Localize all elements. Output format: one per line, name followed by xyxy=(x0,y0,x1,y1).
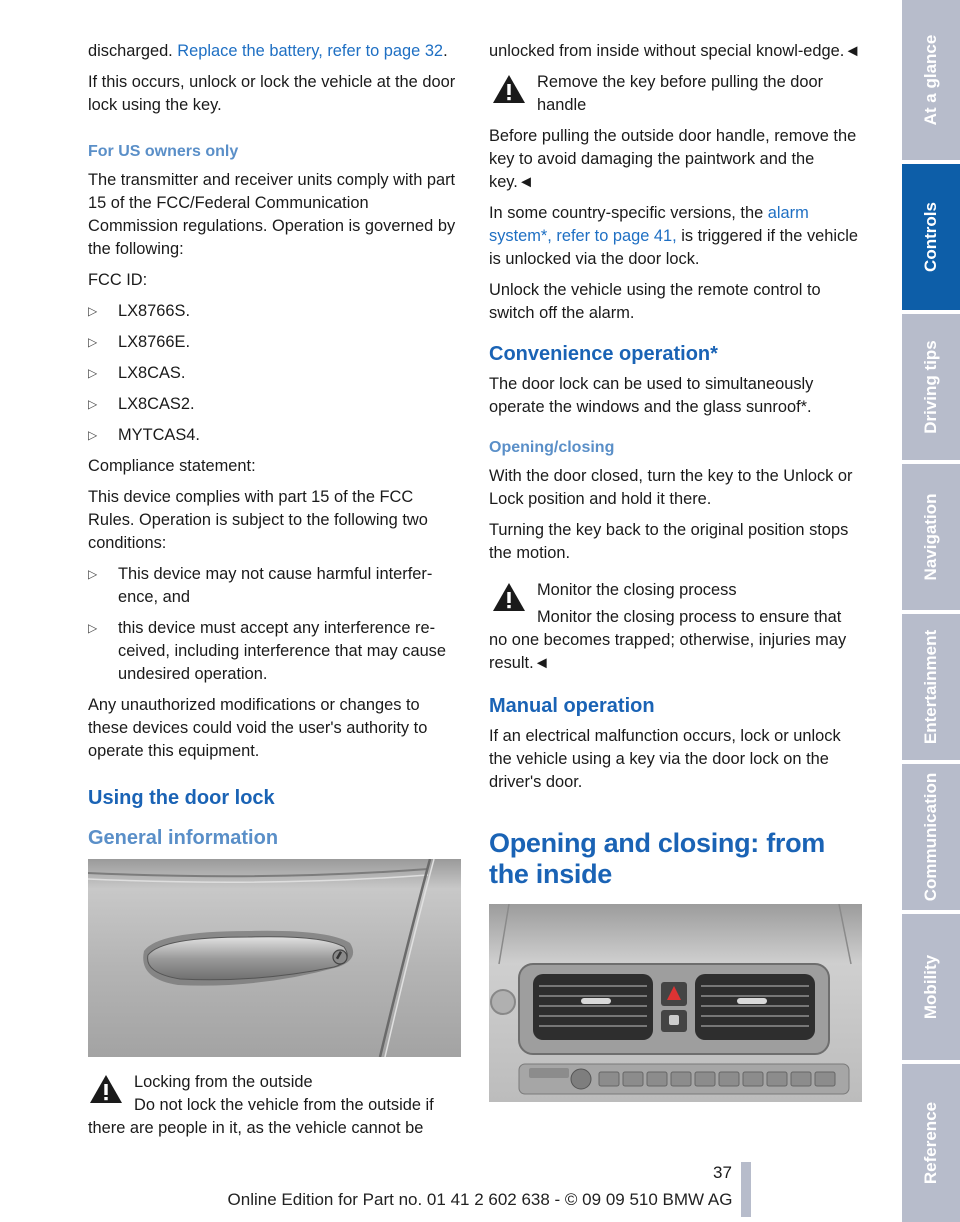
conditions-list xyxy=(88,563,461,686)
general-info-heading: General information xyxy=(88,827,279,849)
list-item: ▷ LX8CAS2. xyxy=(88,395,195,413)
dashboard-image xyxy=(489,904,862,1102)
alarm-text-end: is triggered if the vehicle is unlocked via the door lock. xyxy=(489,227,858,268)
warning-locking-outside xyxy=(88,1071,461,1140)
fcc-id-list xyxy=(88,300,461,447)
compliance-label: Compliance statement: xyxy=(88,457,256,475)
tab-label: Mobility xyxy=(921,954,940,1020)
list-item: ▷ This device may not cause harmful interfer-ence, and xyxy=(88,565,433,606)
fcc-id: LX8CAS. xyxy=(118,364,186,382)
warning-body: Monitor the closing process to ensure that no one becomes trapped; otherwise, injuries may result.◄ xyxy=(489,608,847,672)
fcc-paragraph: The transmitter and receiver units comply with part 15 of the FCC/Federal Communication Commission regulations. Operation is governed by the following: xyxy=(88,171,456,258)
chapter-heading: Opening and closing: from the inside xyxy=(489,828,825,889)
fcc-id: LX8CAS2. xyxy=(118,395,195,413)
tab-label: Controls xyxy=(921,202,940,272)
convenience-heading: Convenience operation* xyxy=(489,343,718,365)
left-column xyxy=(88,40,461,1148)
list-item: ▷ LX8CAS. xyxy=(88,364,186,382)
tab-label: Reference xyxy=(921,1101,940,1185)
alarm-paragraph xyxy=(489,202,862,271)
door-lock-heading: Using the door lock xyxy=(88,787,275,809)
opening-closing-p1: With the door closed, turn the key to the Unlock or Lock position and hold it there. xyxy=(489,467,853,508)
alarm-page-link[interactable]: alarm system*, refer to page 41, xyxy=(489,204,809,245)
tab-label: Entertainment xyxy=(921,629,940,745)
battery-paragraph xyxy=(88,40,461,63)
manual-heading: Manual operation xyxy=(489,695,655,717)
list-item: ▷ MYTCAS4. xyxy=(88,426,200,444)
list-item: ▷ this device must accept any interference re-ceived, including interference that may cause undesired operation. xyxy=(88,619,446,683)
convenience-paragraph: The door lock can be used to simultaneously operate the windows and the glass sunroof*. xyxy=(489,375,814,416)
right-column xyxy=(489,40,862,1102)
tab-label: Communication xyxy=(921,772,940,902)
warning-text xyxy=(489,579,862,675)
tab-label: At a glance xyxy=(921,34,940,126)
warning-icon xyxy=(88,1073,124,1105)
fcc-id: LX8766S. xyxy=(118,302,190,320)
warning-monitor-closing xyxy=(489,579,862,675)
warning-body: Do not lock the vehicle from the outside if there are people in it, as the vehicle cannot be xyxy=(88,1096,434,1137)
tab-controls[interactable] xyxy=(902,164,960,310)
opening-closing-p2: Turning the key back to the original position stops the motion. xyxy=(489,521,849,562)
tab-navigation[interactable] xyxy=(902,464,960,610)
battery-period: . xyxy=(443,42,448,60)
list-item: ▷ LX8766E. xyxy=(88,333,190,351)
chapter-tabs xyxy=(902,0,960,1222)
fcc-id-label: FCC ID: xyxy=(88,271,148,289)
door-lock-note: If this occurs, unlock or lock the vehicle at the door lock using the key. xyxy=(88,73,456,114)
door-handle-image xyxy=(88,859,461,1057)
fcc-id: LX8766E. xyxy=(118,333,190,351)
warning-title: Locking from the outside xyxy=(134,1073,313,1091)
continued-paragraph: unlocked from inside without special knowl-edge.◄ xyxy=(489,42,861,60)
warning-title: Remove the key before pulling the door handle xyxy=(537,73,824,114)
warning-icon xyxy=(491,73,527,105)
battery-page-link[interactable]: Replace the battery, refer to page 32 xyxy=(177,42,444,60)
modifications-paragraph: Any unauthorized modifications or changes to these devices could void the user's authority to operate this equipment. xyxy=(88,696,428,760)
tab-at-a-glance[interactable] xyxy=(902,0,960,160)
tab-entertainment[interactable] xyxy=(902,614,960,760)
compliance-paragraph: This device complies with part 15 of the FCC Rules. Operation is subject to the following two conditions: xyxy=(88,488,428,552)
list-item: ▷ LX8766S. xyxy=(88,302,190,320)
unlock-paragraph: Unlock the vehicle using the remote control to switch off the alarm. xyxy=(489,281,821,322)
warning-remove-key xyxy=(489,71,862,125)
warning-title: Monitor the closing process xyxy=(537,581,737,599)
tab-label: Driving tips xyxy=(921,340,940,434)
manual-paragraph: If an electrical malfunction occurs, lock or unlock the vehicle using a key via the door lock on the driver's door. xyxy=(489,727,841,791)
condition-text: this device must accept any interference re-ceived, including interference that may cause undesired operation. xyxy=(118,619,446,683)
tab-label: Navigation xyxy=(921,493,940,581)
tab-driving-tips[interactable] xyxy=(902,314,960,460)
battery-text: discharged. xyxy=(88,42,178,60)
warning-body: Before pulling the outside door handle, remove the key to avoid damaging the paintwork and the key.◄ xyxy=(489,127,857,191)
tab-communication[interactable] xyxy=(902,764,960,910)
page-number: 37 xyxy=(713,1163,732,1182)
tab-mobility[interactable] xyxy=(902,914,960,1060)
warning-text xyxy=(88,1071,461,1140)
opening-closing-heading: Opening/closing xyxy=(489,439,615,456)
footer-text: Online Edition for Part no. 01 41 2 602 638 - © 09 09 510 BMW AG xyxy=(227,1190,733,1209)
alarm-text: In some country-specific versions, the xyxy=(489,204,768,222)
warning-icon xyxy=(491,581,527,613)
us-owners-heading: For US owners only xyxy=(88,143,239,160)
fcc-id: MYTCAS4. xyxy=(118,426,200,444)
condition-text: This device may not cause harmful interfer-ence, and xyxy=(118,565,433,606)
